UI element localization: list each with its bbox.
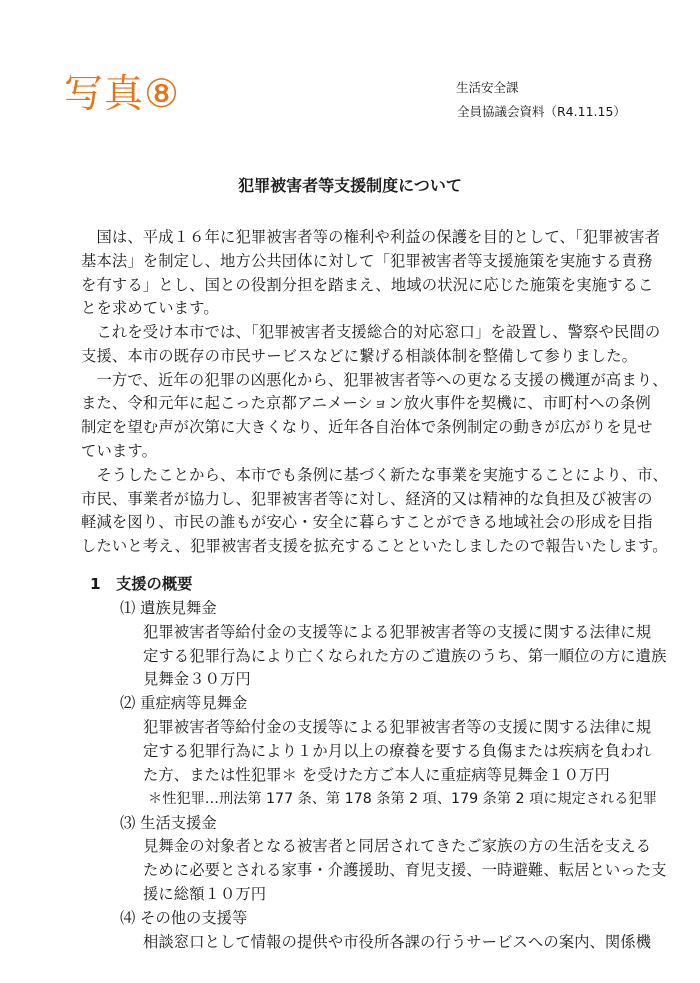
document-title: 犯罪被害者等支援制度について <box>238 176 462 195</box>
item-heading-living-support: ⑶ 生活支援金 <box>120 814 217 832</box>
body-line: ています。 <box>81 442 158 460</box>
department-label: 生活安全課 <box>456 80 519 95</box>
body-line: 一方で、近年の犯罪の凶悪化から、犯罪被害者等への更なる支援の機運が高まり、 <box>81 371 668 389</box>
body-line: これを受け本市では、「犯罪被害者支援総合的対応窓口」を設置し、警察や民間の <box>81 323 661 341</box>
body-line: そうしたことから、本市でも条例に基づく新たな事業を実施することにより、市、 <box>81 466 668 484</box>
body-line: とを求めています。 <box>81 299 219 317</box>
photo-number-label: 写真⑧ <box>64 72 180 117</box>
meeting-material-label: 全員協議会資料（R4.11.15） <box>457 104 626 119</box>
body-line: 市民、事業者が協力し、犯罪被害者等に対し、経済的又は精神的な負担及び被害の <box>81 490 653 508</box>
section-heading: 1 支援の概要 <box>90 575 193 593</box>
body-line: したいと考え、犯罪被害者支援を拡充することといたしましたので報告いたします。 <box>81 537 668 555</box>
item-heading-other-support: ⑷ その他の支援等 <box>120 909 248 927</box>
item-line: 犯罪被害者等給付金の支援等による犯罪被害者等の支援に関する法律に規 <box>143 718 652 736</box>
body-line: 国は、平成１６年に犯罪被害者等の権利や利益の保護を目的として、「犯罪被害者 <box>81 228 661 246</box>
body-line: 軽減を図り、市民の誰もが安心・安全に暮らすことができる地域社会の形成を目指 <box>81 513 653 531</box>
body-line: 基本法」を制定し、地方公共団体に対して「犯罪被害者等支援施策を実施する責務 <box>81 252 653 270</box>
item-line: 見舞金の対象者となる被害者と同居されてきたご家族の方の生活を支える <box>143 837 652 855</box>
item-heading-bereaved-family: ⑴ 遺族見舞金 <box>120 599 217 617</box>
body-line: また、令和元年に起こった京都アニメーション放火事件を契機に、市町村への条例 <box>81 394 651 412</box>
item-line: 定する犯罪行為により１か月以上の療養を要する負傷または疾病を負われ <box>143 742 652 760</box>
item-line: 定する犯罪行為により亡くなられた方のご遺族のうち、第一順位の方に遺族 <box>143 647 667 665</box>
body-line: 制定を望む声が次第に大きくなり、近年各自治体で条例制定の動きが広がりを見せ <box>81 418 653 436</box>
item-heading-serious-injury: ⑵ 重症病等見舞金 <box>120 694 248 712</box>
body-line: を有する」とし、国との役割分担を踏まえ、地域の状況に応じた施策を実施するこ <box>81 276 654 294</box>
item-line: ために必要とされる家事・介護援助、育児支援、一時避難、転居といった支 <box>143 861 667 879</box>
item-line: 相談窓口として情報の提供や市役所各課の行うサービスへの案内、関係機 <box>143 933 652 951</box>
item-line: 見舞金３０万円 <box>143 670 251 688</box>
body-line: 支援、本市の既存の市民サービスなどに繋げる相談体制を整備して参りました。 <box>81 347 638 365</box>
item-line: 犯罪被害者等給付金の支援等による犯罪被害者等の支援に関する法律に規 <box>143 623 652 641</box>
footnote-sex-crime: ＊性犯罪…刑法第 177 条、第 178 条第 2 項、179 条第 2 項に規定される犯罪 <box>148 791 657 807</box>
item-line: 援に総額１０万円 <box>143 885 267 903</box>
item-line: た方、または性犯罪＊ を受けた方ご本人に重症病等見舞金１０万円 <box>143 766 610 784</box>
